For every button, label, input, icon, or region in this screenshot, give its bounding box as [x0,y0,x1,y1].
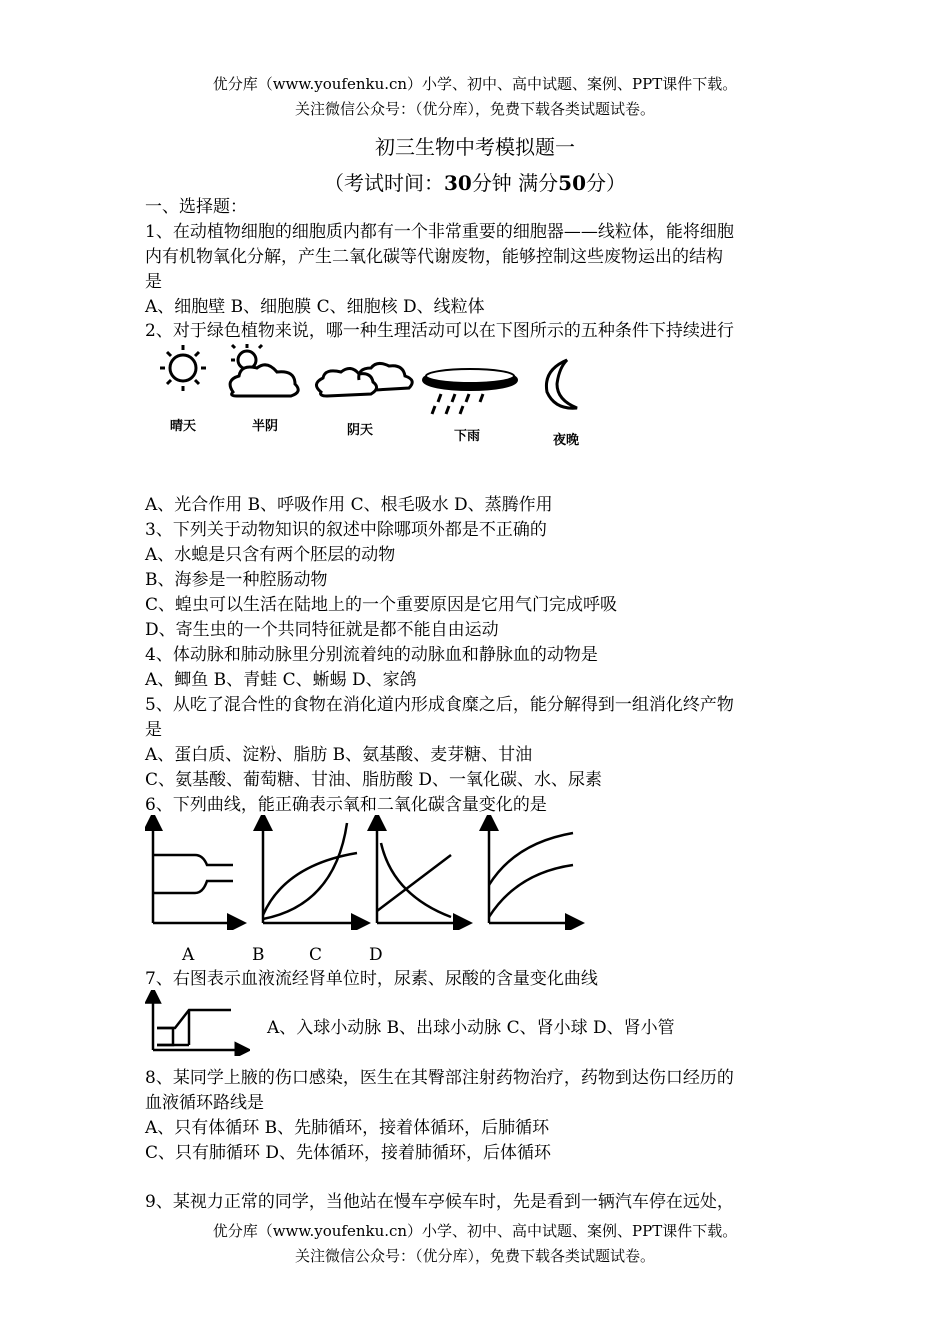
q7-options: A、入球小动脉 B、出球小动脉 C、肾小球 D、肾小管 [267,1018,675,1038]
q6-label-c: C [309,945,323,965]
rain-icon [424,369,516,414]
q6-label-a: A [182,945,195,965]
q2-options: A、光合作用 B、呼吸作用 C、根毛吸水 D、蒸腾作用 [145,495,553,515]
graph-b [263,821,361,923]
q5-option-cd: C、氨基酸、葡萄糖、甘油、脂肪酸 D、一氧化碳、水、尿素 [145,770,603,790]
header-line-1: 优分库（www.youfenku.cn）小学、初中、高中试题、案例、PPT课件下载。 [212,75,738,93]
q1-options: A、细胞壁 B、细胞膜 C、细胞核 D、线粒体 [145,297,485,317]
q1-line-3: 是 [145,272,162,292]
q1-line-2: 内有机物氧化分解，产生二氧化碳等代谢废物，能够控制这些废物运出的结构 [145,247,723,267]
q4-text: 4、体动脉和肺动脉里分别流着纯的动脉血和静脉血的动物是 [145,645,598,665]
weather-label-cloudy: 阴天 [346,423,374,438]
graph-a [153,821,237,923]
q8-option-cd: C、只有肺循环 D、先体循环，接着肺循环，后体循环 [145,1143,552,1163]
q6-text: 6、下列曲线，能正确表示氧和二氧化碳含量变化的是 [145,795,547,815]
weather-label-partly: 半阴 [251,419,279,434]
q3-option-c: C、蝗虫可以生活在陆地上的一个重要原因是它用气门完成呼吸 [145,595,618,615]
q5-option-ab: A、蛋白质、淀粉、脂肪 B、氨基酸、麦芽糖、甘油 [145,745,533,765]
moon-icon [546,360,577,408]
q5-line-1: 5、从吃了混合性的食物在消化道内形成食糜之后，能分解得到一组消化终产物 [145,695,734,715]
graph-c [377,821,463,923]
q6-label-b: B [252,945,265,965]
cloudy-icon [316,363,412,396]
footer-line-2: 关注微信公众号：（优分库），免费下载各类试题试卷。 [294,1247,655,1265]
exam-time: 30 [443,171,472,195]
exam-info [0,170,950,196]
q1-line-1: 1、在动植物细胞的细胞质内都有一个非常重要的细胞器——线粒体，能将细胞 [145,222,734,242]
q4-options: A、鲫鱼 B、青蛙 C、蜥蜴 D、家鸽 [145,670,417,690]
q7-text: 7、右图表示血液流经肾单位时，尿素、尿酸的含量变化曲线 [145,969,598,989]
q3-option-d: D、寄生虫的一个共同特征就是都不能自由运动 [145,620,499,640]
q8-line-2: 血液循环路线是 [145,1093,264,1113]
page-title: 初三生物中考模拟题一 [375,135,575,159]
q8-line-1: 8、某同学上腋的伤口感染，医生在其臀部注射药物治疗，药物到达伤口经历的 [145,1068,734,1088]
q6-label-d: D [369,945,383,965]
q3-text: 3、下列关于动物知识的叙述中除哪项外都是不正确的 [145,520,547,540]
q9-text: 9、某视力正常的同学，当他站在慢车亭候车时，先是看到一辆汽车停在远处， [145,1192,734,1212]
partly-cloudy-icon [230,344,298,396]
exam-info-pre: （考试时间： [323,171,444,195]
q8-option-ab: A、只有体循环 B、先肺循环，接着体循环，后肺循环 [145,1118,550,1138]
weather-label-night: 夜晚 [552,433,580,448]
weather-label-sunny: 晴天 [169,419,197,434]
weather-label-rain: 下雨 [453,429,481,444]
footer-line-1: 优分库（www.youfenku.cn）小学、初中、高中试题、案例、PPT课件下载。 [212,1222,738,1240]
section-heading: 一、选择题： [145,197,247,217]
exam-info-mid: 分钟 满分 [471,171,559,195]
graph-d [489,821,575,923]
q6-curves-figure [145,815,585,930]
q3-option-a: A、水螅是只含有两个胚层的动物 [145,545,396,565]
q2-text: 2、对于绿色植物来说，哪一种生理活动可以在下图所示的五种条件下持续进行 [145,321,734,341]
q3-option-b: B、海参是一种腔肠动物 [145,570,328,590]
q5-line-2: 是 [145,720,162,740]
exam-score: 50 [558,171,587,195]
sun-icon [160,345,206,391]
q7-kidney-graph [145,990,250,1056]
exam-info-post: 分） [586,171,627,195]
weather-figure [145,340,605,460]
header-line-2: 关注微信公众号：（优分库），免费下载各类试题试卷。 [294,100,655,118]
